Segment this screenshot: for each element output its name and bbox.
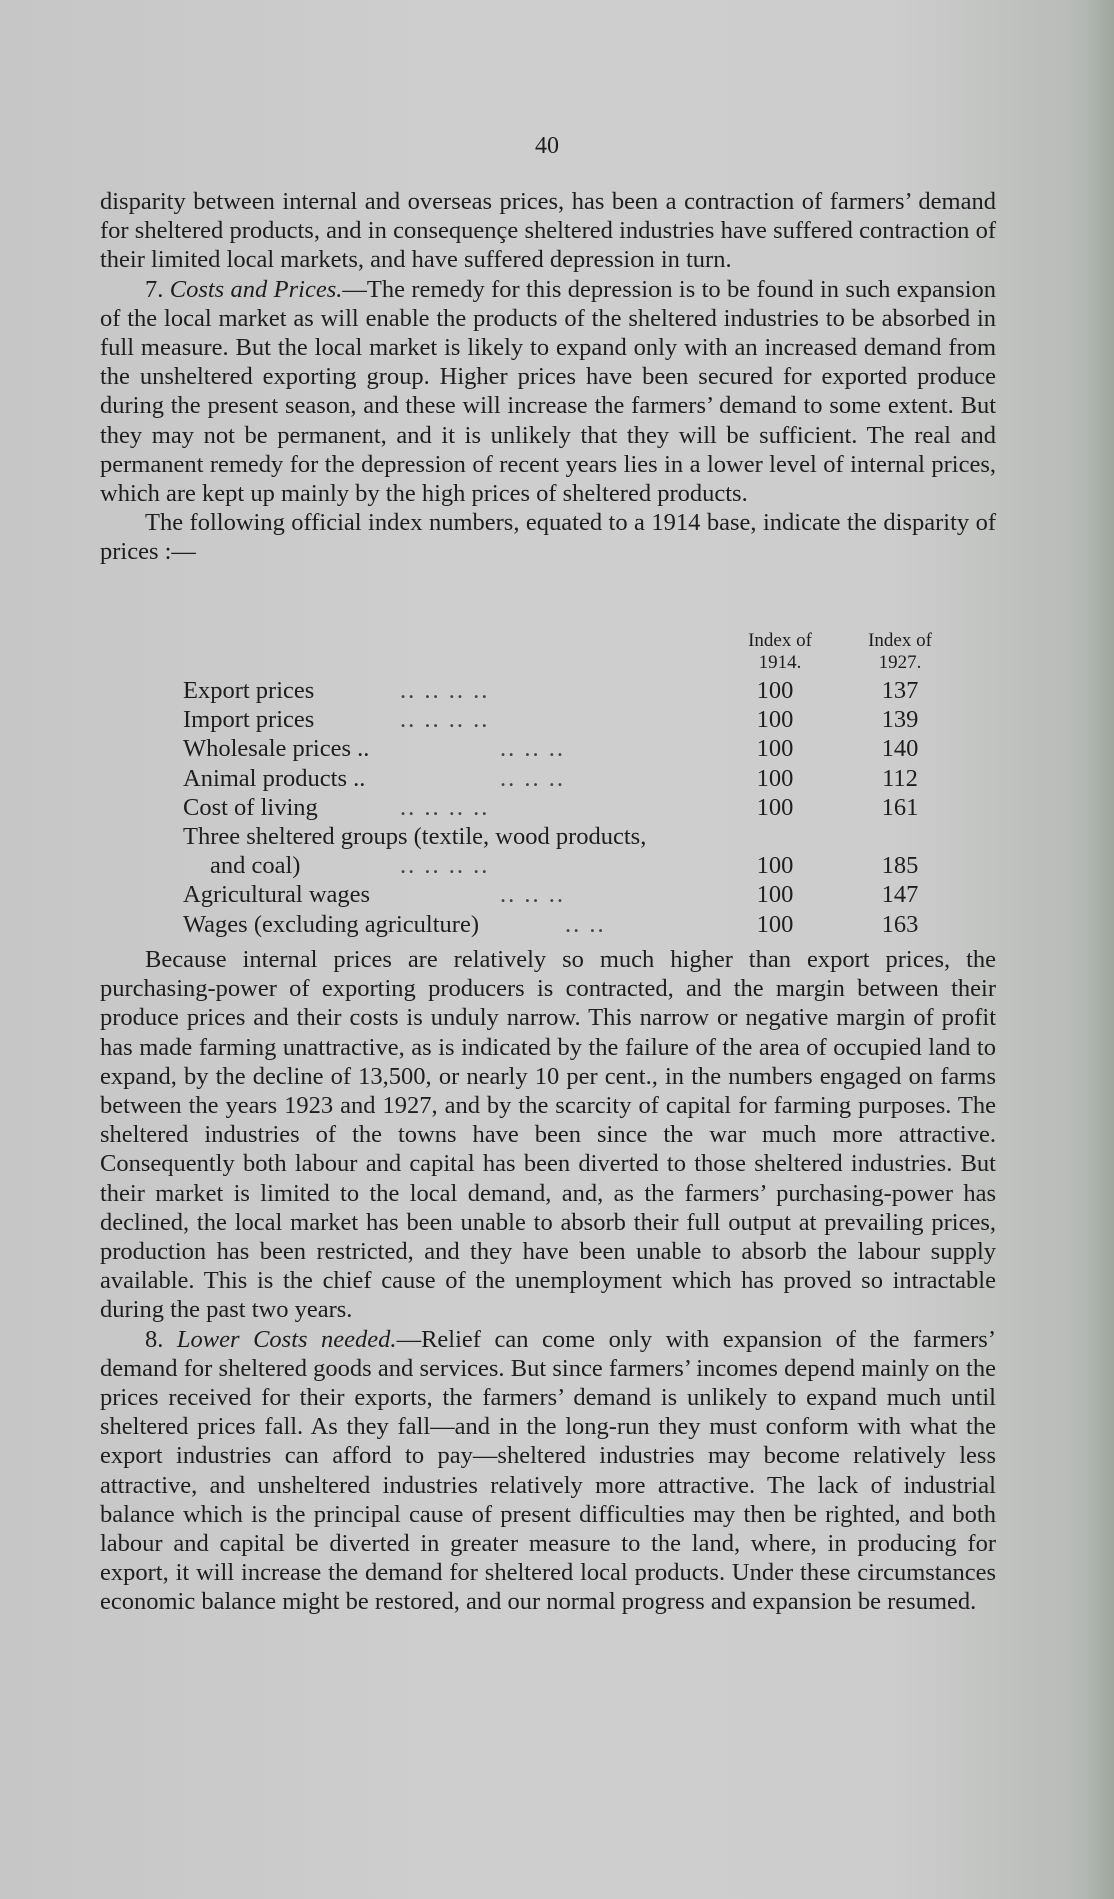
section-8-body: —Relief can come only with expansion of the farmers’ demand for sheltered goods and services. But since farmers’ incomes depend mainly on the prices received for their exports, the farmers’ demand is unlikely to expand much until sheltered prices fall. As they fall—and in the long-run they must conform with what the export industries can afford to pay—sheltered industries may become relatively less attractive, and unsheltered industries relatively more attractive. The lack of industrial balance which is the principal cause of present difficulties may then be righted, and both labour and capital be diverted in greater measure to the land, where, in producing for export, it will increase the demand for sheltered local products. Under these circumstances economic balance might be restored, and our normal progress and expansion be resumed. <box>100 1325 996 1616</box>
table-row <box>100 734 996 763</box>
row-label: Import prices <box>183 706 315 734</box>
table-row <box>100 793 996 822</box>
leader-dots: .. .. .. <box>500 764 565 792</box>
row-label: Three sheltered groups (textile, wood products, <box>183 822 647 850</box>
value-1927: 140 <box>881 735 919 763</box>
lower-text-block <box>100 945 996 1617</box>
page-edge-shadow <box>1092 0 1114 1899</box>
table-row <box>100 851 996 880</box>
value-1927: 163 <box>881 910 919 938</box>
section-8-number: 8. <box>145 1325 164 1353</box>
value-1914: 100 <box>756 735 794 763</box>
leader-dots: .. .. .. .. <box>400 793 490 821</box>
value-1927: 185 <box>881 852 919 880</box>
table-row <box>100 822 996 851</box>
table-header-row <box>100 630 996 676</box>
intro-paragraph: disparity between internal and overseas prices, has been a contraction of farmers’ demand for sheltered products, and in consequençe sheltered industries have suffered contraction of their limited local markets, and have suffered depression in turn. <box>100 188 996 274</box>
leader-dots: .. .. .. .. <box>400 852 490 880</box>
paragraph-after-table: Because internal prices are relatively so much higher than export prices, the purchasing-power of exporting producers is contracted, and the margin between their produce prices and their costs is unduly narrow. This narrow or negative margin of profit has made farming unattractive, as is indicated by the failure of the area of occupied land to expand, by the decline of 13,500, or nearly 10 per cent., in the numbers engaged on farms between the years 1923 and 1927, and by the scarcity of capital for farming purposes. The sheltered industries of the towns have been since the war much more attractive. Consequently both labour and capital has been diverted to those sheltered industries. But their market is limited to the local demand, and, as the farmers’ purchasing-power has declined, the local market has been unable to absorb their full output at prevailing prices, production has been restricted, and they have been unable to absorb the labour supply available. This is the chief cause of the unemployment which has proved so intractable during the past two years. <box>100 946 996 1324</box>
value-1914: 100 <box>756 677 794 704</box>
row-label: and coal) <box>210 852 301 880</box>
row-label: Wholesale prices .. <box>183 735 370 763</box>
table-row <box>100 764 996 793</box>
value-1914: 100 <box>756 793 794 821</box>
table-row <box>100 910 996 939</box>
table-intro: The following official index numbers, equated to a 1914 base, indicate the disparity of prices :— <box>100 509 996 566</box>
leader-dots: .. .. .. .. <box>400 677 490 704</box>
column-header-1914-line2: 1914. <box>758 652 802 673</box>
table-row <box>100 880 996 909</box>
value-1914: 100 <box>756 910 794 938</box>
value-1927: 137 <box>881 677 919 704</box>
row-label: Cost of living <box>183 793 318 821</box>
column-header-1927-line1: Index of <box>868 630 932 651</box>
column-header-1914-line1: Index of <box>748 630 812 651</box>
column-header-1914 <box>725 630 835 674</box>
row-label: Wages (excluding agriculture) <box>183 910 479 938</box>
column-header-1927 <box>845 630 955 674</box>
upper-text-block <box>100 187 996 567</box>
value-1927: 139 <box>881 706 919 734</box>
value-1927: 147 <box>881 881 919 909</box>
value-1927: 161 <box>881 793 919 821</box>
section-7-paragraph <box>100 275 996 509</box>
value-1914: 100 <box>756 706 794 734</box>
leader-dots: .. .. <box>565 910 606 938</box>
section-8-title: Lower Costs needed. <box>176 1325 397 1353</box>
page-number: 40 <box>535 133 559 159</box>
leader-dots: .. .. .. <box>500 881 565 909</box>
row-label: Export prices <box>183 677 315 704</box>
value-1927: 112 <box>882 764 918 792</box>
price-index-table <box>100 630 996 939</box>
value-1914: 100 <box>756 852 794 880</box>
table-row <box>100 705 996 734</box>
value-1914: 100 <box>756 764 794 792</box>
leader-dots: .. .. .. .. <box>400 706 490 734</box>
table-row <box>100 676 996 705</box>
column-header-1927-line2: 1927. <box>878 652 922 673</box>
section-7-title: Costs and Prices. <box>169 275 343 303</box>
row-label: Animal products .. <box>183 764 366 792</box>
section-7-number: 7. <box>145 275 164 303</box>
leader-dots: .. .. .. <box>500 735 565 763</box>
row-label: Agricultural wages <box>183 881 371 909</box>
section-8-paragraph <box>100 1325 996 1617</box>
section-7-body: —The remedy for this depression is to be found in such expansion of the local market as will enable the products of the sheltered industries to be absorbed in full measure. But the local market is likely to expand only with an increased demand from the unsheltered exporting group. Higher prices have been secured for exported produce during the present season, and these will increase the farmers’ demand to some extent. But they may not be permanent, and it is unlikely that they will be sufficient. The real and permanent remedy for the depression of recent years lies in a lower level of internal prices, which are kept up mainly by the high prices of sheltered products. <box>100 275 997 508</box>
value-1914: 100 <box>756 881 794 909</box>
